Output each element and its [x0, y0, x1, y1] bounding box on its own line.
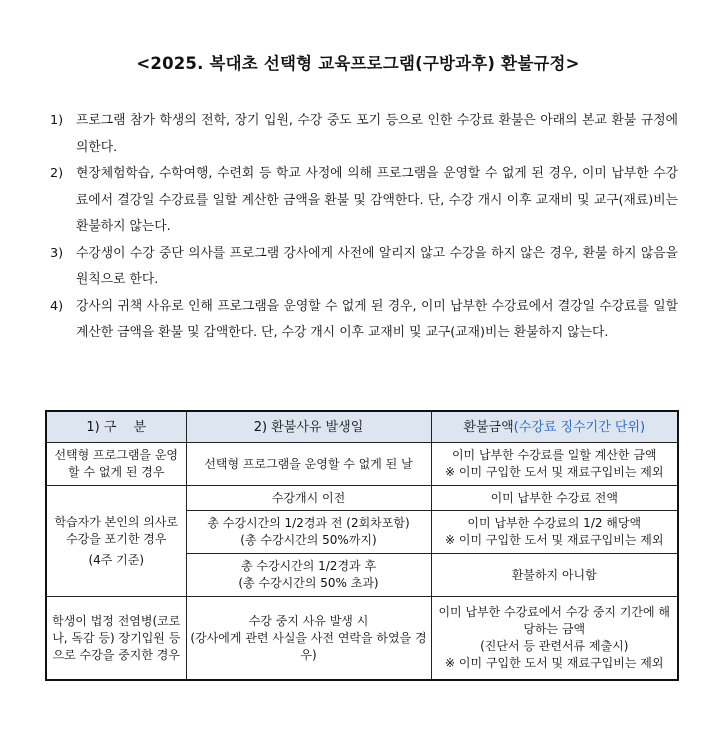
date-text: 총 수강시간의 1/2경과 후	[240, 559, 377, 573]
refund-rules-list	[50, 108, 678, 347]
header-refund-amount	[431, 411, 678, 443]
rule-text: 수강생이 수강 중단 의사를 프로그램 강사에게 사전에 알리지 않고 수강을 하지 않은 경우, 환불 하지 않음을 원칙으로 한다.	[76, 245, 678, 287]
amount-note: ※ 이미 구입한 도서 및 재료구입비는 제외	[445, 533, 664, 547]
table-row	[46, 597, 678, 681]
header-amount-unit: (수강료 징수기간 단위)	[513, 419, 646, 435]
rule-number: 1)	[50, 113, 64, 128]
date-cell	[186, 511, 431, 554]
table-row	[46, 486, 678, 511]
category-note: (4주 기준)	[88, 552, 145, 567]
date-cell: 선택형 프로그램을 운영할 수 없게 된 날	[186, 443, 431, 486]
date-subtext: (총 수강시간의 50%까지)	[240, 533, 377, 547]
amount-cell	[431, 511, 678, 554]
rule-item	[50, 161, 678, 241]
category-cell: 학생이 법정 전염병(코로나, 독감 등) 장기입원 등으로 수강을 중지한 경우	[46, 597, 186, 681]
table-header-row	[46, 411, 678, 443]
amount-text: 이미 납부한 수강료의 1/2 해당액	[467, 516, 642, 530]
header-category: 1) 구 분	[46, 411, 186, 443]
amount-note: ※ 이미 구입한 도서 및 재료구입비는 제외	[445, 656, 664, 670]
rule-item	[50, 108, 678, 161]
rule-text: 강사의 귀책 사유로 인해 프로그램을 운영할 수 없게 된 경우, 이미 납부한 수강료에서 결강일 수강료를 일할 계산한 금액을 환불 및 감액한다. 단, 수강 개시 이후 교재비 및 교구(교재)비는 환불하지 않는다.	[76, 298, 678, 340]
table-row	[46, 443, 678, 486]
date-text: 수강 중지 사유 발생 시	[248, 613, 369, 628]
header-refund-date: 2) 환불사유 발생일	[186, 411, 431, 443]
date-subtext: (총 수강시간의 50% 초과)	[238, 576, 379, 590]
rule-text: 현장체험학습, 수학여행, 수련회 등 학교 사정에 의해 프로그램을 운영할 수 없게 된 경우, 이미 납부한 수강료에서 결강일 수강료를 일할 계산한 금액을 환불 및 감액한다. 단, 수강 개시 이후 교재비 및 교구(재료)비는 환불하지 않는다.	[76, 166, 678, 234]
rule-number: 2)	[50, 166, 64, 181]
amount-subtext: (진단서 등 관련서류 제출시)	[480, 639, 629, 653]
amount-text: 이미 납부한 수강료에서 수강 중지 기간에 해당하는 금액	[438, 605, 671, 636]
amount-cell: 이미 납부한 수강료 전액	[431, 486, 678, 511]
page-title: <2025. 복대초 선택형 교육프로그램(구방과후) 환불규정>	[136, 54, 580, 73]
amount-cell: 환불하지 아니함	[431, 554, 678, 597]
amount-text: 이미 납부한 수강료를 일할 계산한 금액	[451, 448, 657, 462]
date-cell	[186, 554, 431, 597]
rule-number: 3)	[50, 245, 64, 261]
date-cell	[186, 597, 431, 681]
category-cell: 선택형 프로그램을 운영할 수 없게 된 경우	[46, 443, 186, 486]
date-cell: 수강개시 이전	[186, 486, 431, 511]
rule-text: 프로그램 참가 학생의 전학, 장기 입원, 수강 중도 포기 등으로 인한 수강료 환불은 아래의 본교 환불 규정에 의한다.	[76, 113, 678, 155]
rule-number: 4)	[50, 298, 64, 314]
category-text: 학습자가 본인의 의사로 수강을 포기한 경우	[54, 514, 179, 546]
rule-item	[50, 241, 678, 294]
rule-item	[50, 294, 678, 347]
amount-cell	[431, 443, 678, 486]
date-subtext: (강사에게 관련 사실을 사전 연락을 하였을 경우)	[190, 630, 427, 662]
header-amount-label: 환불금액	[463, 419, 514, 435]
amount-note: ※ 이미 구입한 도서 및 재료구입비는 제외	[445, 465, 664, 479]
category-cell	[46, 486, 186, 597]
refund-table	[45, 410, 679, 681]
amount-cell	[431, 597, 678, 681]
date-text: 총 수강시간의 1/2경과 전 (2회차포함)	[207, 516, 410, 530]
